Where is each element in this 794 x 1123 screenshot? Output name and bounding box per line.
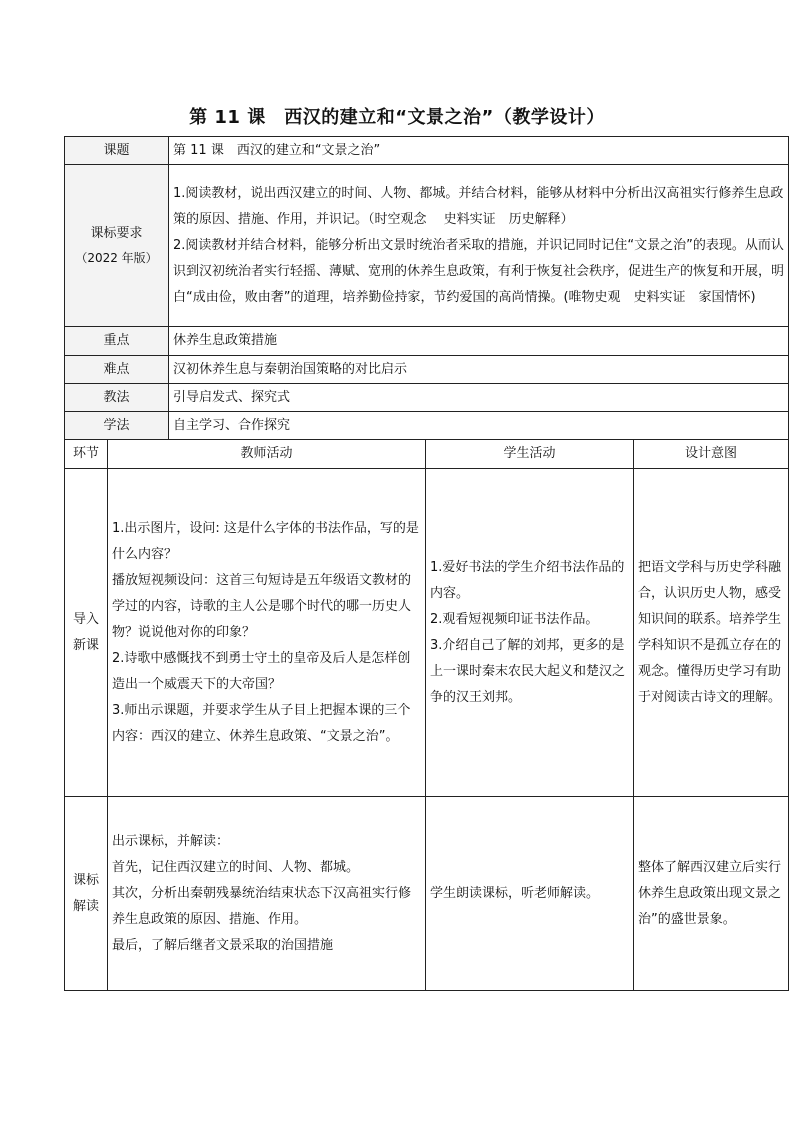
teacher-activity-item: 1.出示图片，设问: 这是什么字体的书法作品，写的是什么内容？ [112,520,419,562]
teacher-activity-item: 最后，了解后继者文景采取的治国措施 [112,937,334,953]
standard-label [65,165,169,327]
key-value: 休养生息政策措施 [169,327,789,356]
student-activity-cell [426,469,634,797]
student-activity-item: 1.爱好书法的学生介绍书法作品的内容。 [430,559,625,601]
learning-method-value: 自主学习、合作探究 [169,412,789,440]
teaching-method-row [65,384,789,412]
table-row [65,797,789,991]
stage-cell: 课标解读 [65,797,108,991]
design-intent-cell: 整体了解西汉建立后实行休养生息政策出现文景之治”的盛世景象。 [634,797,789,991]
standard-label-line2: （2022 年版） [75,250,158,265]
teacher-activity-item: 出示课标，并解读： [112,833,230,849]
topic-label: 课题 [65,137,169,165]
standard-item: 1.阅读教材，说出西汉建立的时间、人物、都城。并结合材料，能够从材料中分析出汉高祖实行修养生息政策的原因、措施、作用，并识记。（时空观念 史料实证 历史解释） [173,185,784,227]
teacher-activity-cell [108,797,426,991]
teacher-activity-item: 2.诗歌中感慨找不到勇士守土的皇帝及后人是怎样创造出一个威震天下的大帝国？ [112,650,411,692]
column-header-teacher: 教师活动 [108,440,426,469]
teacher-activity-item: 3.师出示课题，并要求学生从子目上把握本课的三个内容：西汉的建立、休养生息政策、“文景之治”。 [112,702,411,744]
student-activity-item: 学生朗读课标，听老师解读。 [430,885,600,901]
teaching-method-value: 引导启发式、探究式 [169,384,789,412]
key-label: 重点 [65,327,169,356]
topic-value: 第 11 课 西汉的建立和“文景之治” [169,137,789,165]
column-header-row [65,440,789,469]
teacher-activity-item: 播放短视频设问：这首三句短诗是五年级语文教材的学过的内容，诗歌的主人公是哪个时代的哪一历史人物？说说他对你的印象？ [112,572,412,640]
design-intent-cell: 把语文学科与历史学科融合，认识历史人物，感受知识间的联系。培养学生学科知识不是孤立存在的观念。懂得历史学习有助于对阅读古诗文的理解。 [634,469,789,797]
lesson-plan-table [64,136,789,991]
learning-method-row [65,412,789,440]
standard-label-line1: 课标要求 [90,225,143,241]
teacher-activity-item: 其次，分析出秦朝残暴统治结束状态下汉高祖实行修养生息政策的原因、措施、作用。 [112,885,412,927]
column-header-intent: 设计意图 [634,440,789,469]
standard-content [169,165,789,327]
table-row [65,469,789,797]
column-header-student: 学生活动 [426,440,634,469]
difficulty-row [65,356,789,384]
teacher-activity-cell [108,469,426,797]
student-activity-item: 3.介绍自己了解的刘邦，更多的是上一课时秦末农民大起义和楚汉之争的汉王刘邦。 [430,637,626,705]
column-header-stage: 环节 [65,440,108,469]
student-activity-item: 2.观看短视频印证书法作品。 [430,611,599,627]
difficulty-label: 难点 [65,356,169,384]
stage-cell: 导入新课 [65,469,108,797]
key-row [65,327,789,356]
standard-item: 2.阅读教材并结合材料，能够分析出文景时统治者采取的措施，并识记同时记住“文景之治”的表现。从而认识到汉初统治者实行轻摇、薄赋、宽刑的休养生息政策，有利于恢复社会秩序，促进生产的恢复和开展，明白“成由俭，败由奢”的道理，培养勤俭持家，节约爱国的高尚情操。(唯物史观 史料实证 家国情怀) [173,237,785,305]
topic-row [65,137,789,165]
teaching-method-label: 教法 [65,384,169,412]
learning-method-label: 学法 [65,412,169,440]
teacher-activity-item: 首先，记住西汉建立的时间、人物、都城。 [112,859,360,875]
student-activity-cell [426,797,634,991]
document-title: 第 11 课 西汉的建立和“文景之治”（教学设计） [189,107,605,128]
difficulty-value: 汉初休养生息与秦朝治国策略的对比启示 [169,356,789,384]
standard-row [65,165,789,327]
